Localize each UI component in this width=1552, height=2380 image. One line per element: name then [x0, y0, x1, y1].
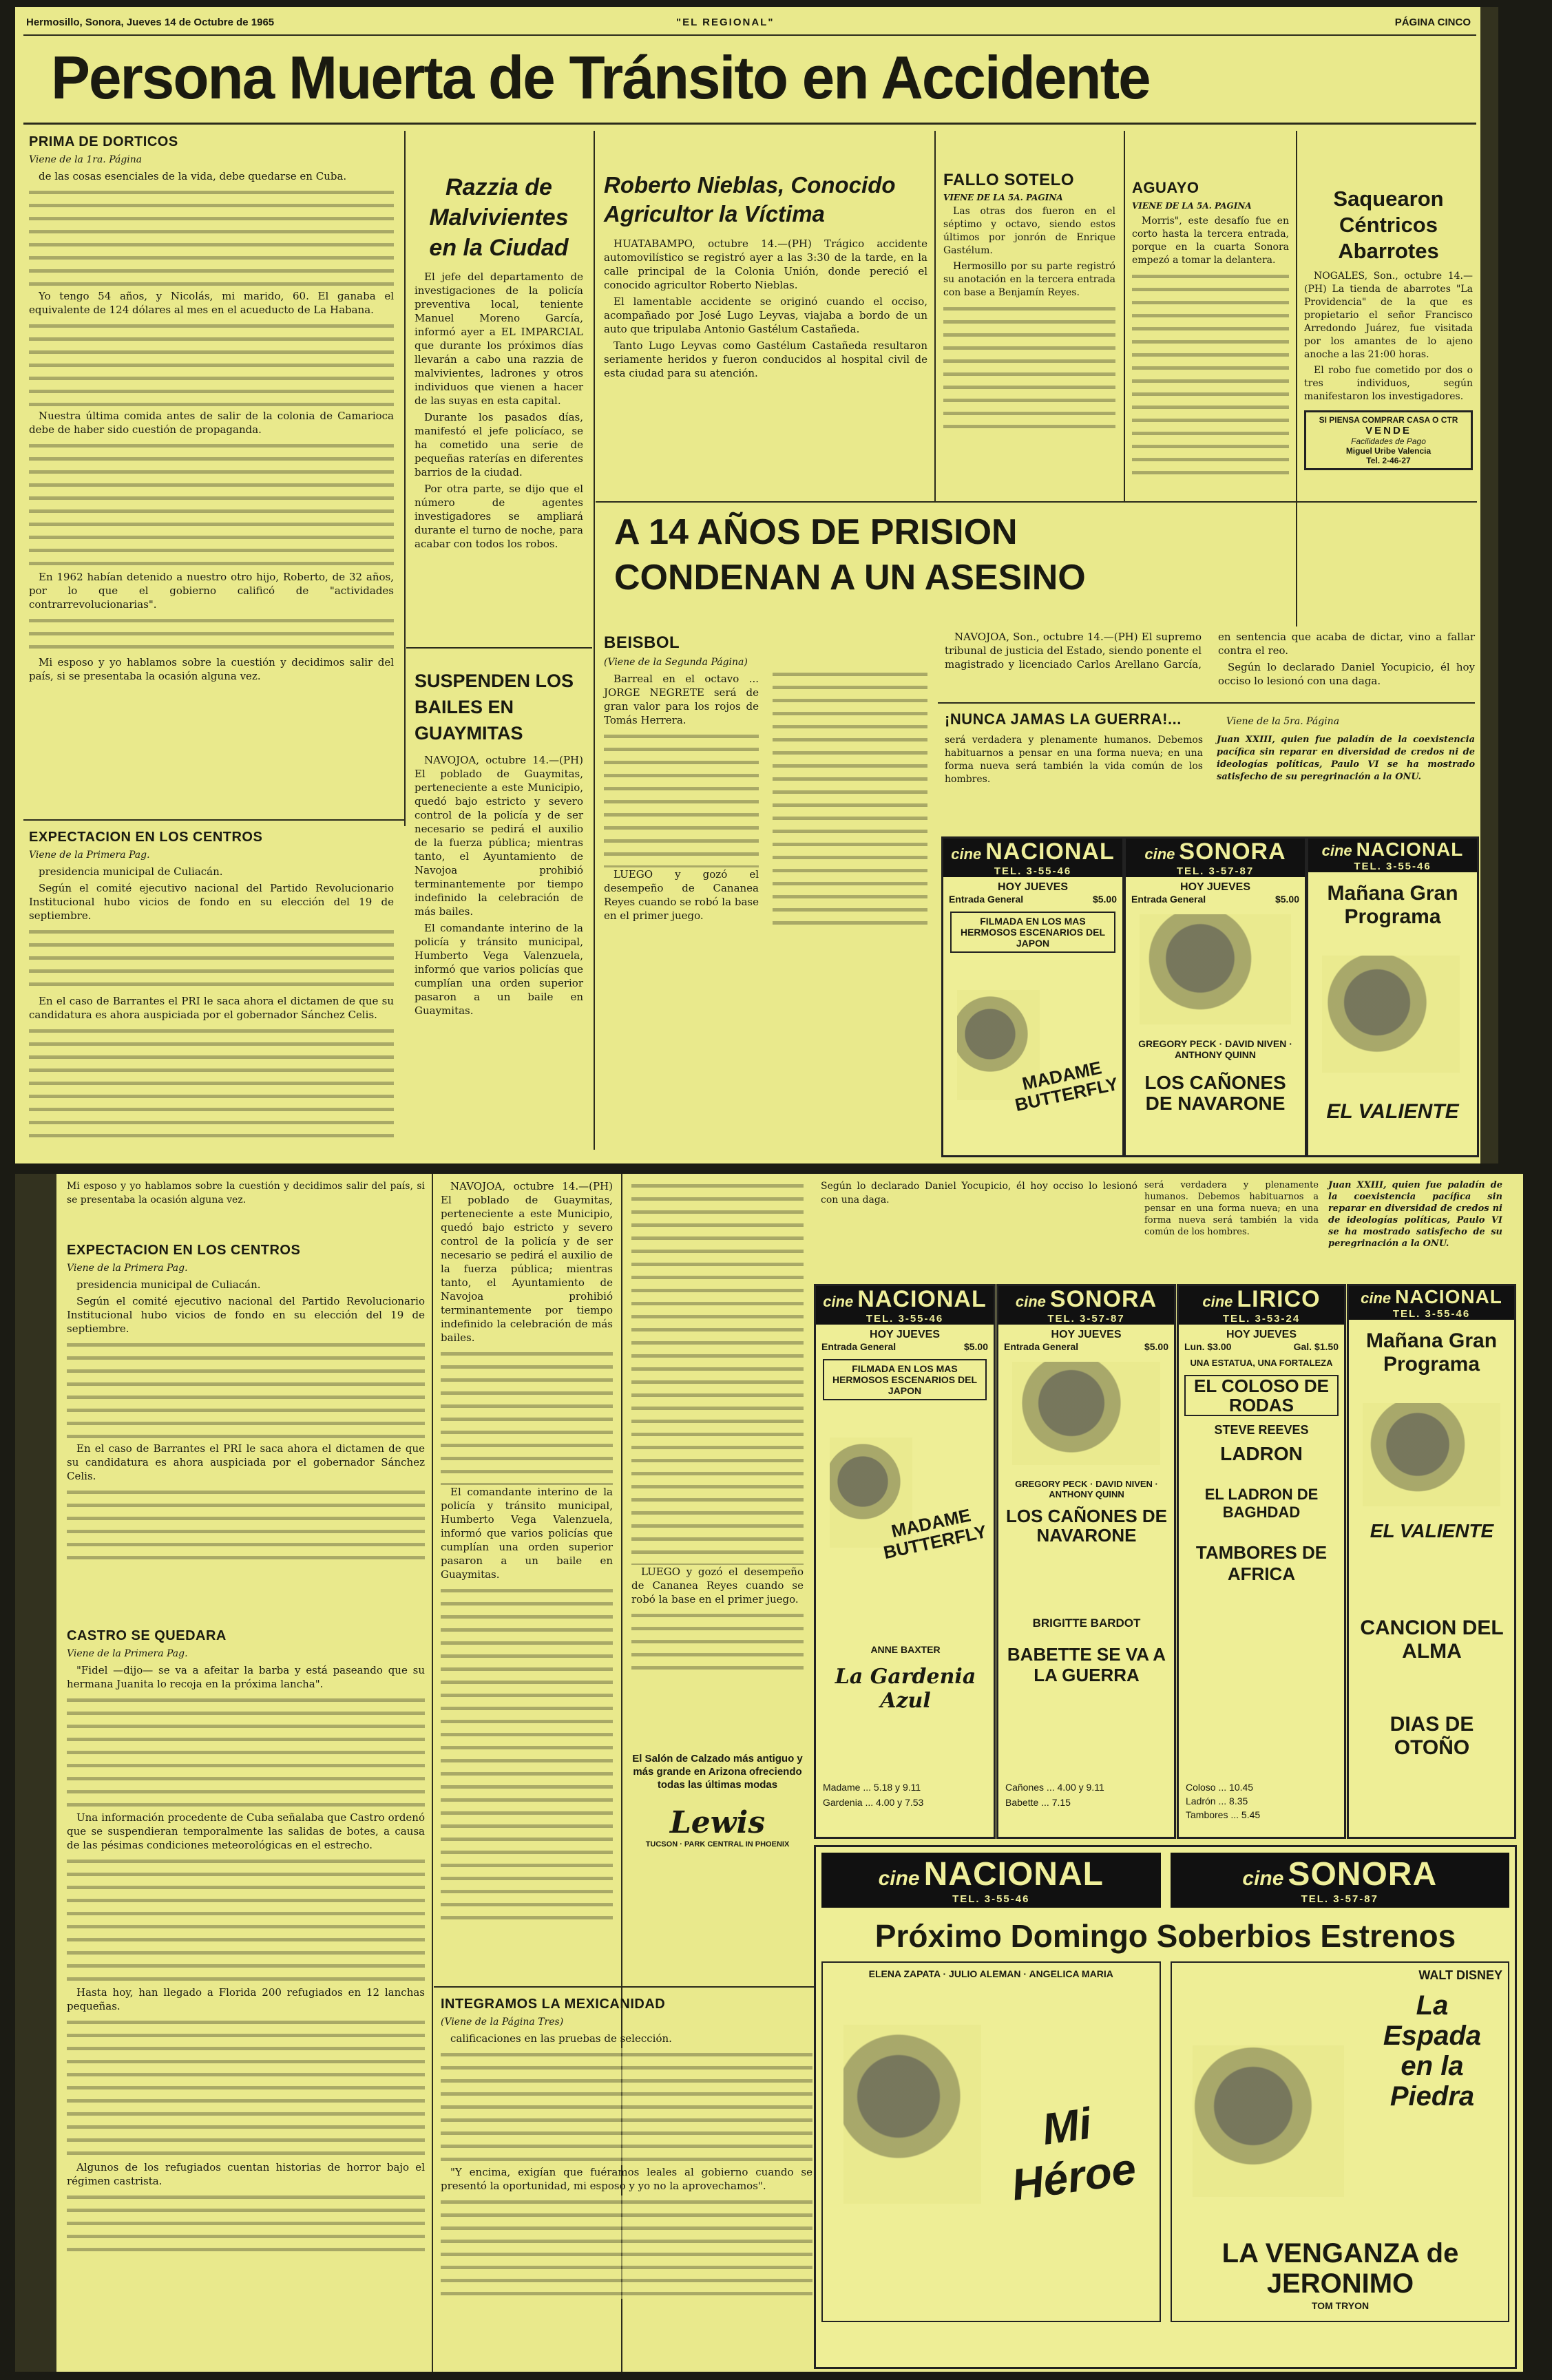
poster-espada	[1171, 1961, 1510, 2322]
page-edge	[15, 1174, 56, 2372]
film-title: DIAS DE OTOÑO	[1390, 1713, 1474, 1759]
continuation-note: Viene de la Primera Pag.	[67, 1263, 188, 1274]
ad-proximo-estrenos: cine NACIONAL TEL. 3-55-46 cine SONORA TEL. 3-57-87 Próximo Domingo Soberbios Estrenos ELENA ZAPATA · JULIO ALEMAN · ANGELICA MARIA Mi Héroe WALT DISNEY La Espada en la Piedra LA VENGANZA de JERONIMO TOM TRYON	[814, 1845, 1517, 2369]
illegible-text	[631, 1609, 804, 1671]
illegible-text	[67, 1338, 425, 1442]
article-title: AGUAYO	[1132, 179, 1199, 196]
article-castro	[67, 1628, 425, 2253]
film-stars: GREGORY PECK · DAVID NIVEN · ANTHONY QUINN	[1138, 1038, 1292, 1060]
price-label: Entrada General	[1131, 894, 1206, 905]
continuation-note: Viene de la 5ra. Página	[1226, 716, 1340, 727]
illegible-text	[1132, 270, 1289, 476]
column-rule	[1124, 131, 1125, 503]
film-title: CANCION DEL ALMA	[1360, 1616, 1504, 1663]
phone: TEL. 3-55-46	[994, 865, 1072, 877]
price: $5.00	[1275, 894, 1299, 905]
continuation-note: Viene de la 1ra. Página	[29, 154, 143, 165]
phone: TEL. 3-55-46	[1354, 861, 1432, 872]
article-sotelo	[943, 171, 1115, 433]
ad-text: VENDE	[1365, 425, 1412, 436]
masthead: "EL REGIONAL"	[676, 17, 775, 28]
film-title: EL COLOSO DE RODAS	[1184, 1375, 1339, 1416]
continuation-note: Viene de la Primera Pag.	[29, 850, 150, 861]
cinema-name: SONORA	[1288, 1856, 1438, 1893]
paragraph: NAVOJOA, octubre 14.—(PH) El poblado de Guaymitas, perteneciente a este Municipio, quedó bajo estricto y severo control de la policía y de ser necesario se pedirá el auxilio de la fuerza pública; mientras tanto, el Ayuntamiento de Navojoa prohibió terminantemente por tiempo indefinido la celebración de más bailes.	[441, 1180, 613, 1344]
continuation-note: Viene de la Primera Pag.	[67, 1648, 188, 1659]
price: $5.00	[1092, 894, 1117, 905]
poster-image	[1012, 1362, 1160, 1465]
column-rule	[1296, 131, 1297, 626]
price-label: Entrada General	[821, 1341, 896, 1352]
paragraph: Nuestra última comida antes de salir de la colonia de Camarioca debe de haber sido cuestión de propaganda.	[29, 410, 394, 436]
illegible-text	[29, 614, 394, 655]
film-title: EL LADRON DE BAGHDAD	[1204, 1486, 1319, 1521]
paragraph: Según el comité ejecutivo nacional del Partido Revolucionario Institucional hubo vicios de fondo en su elección del 19 de septiembre.	[67, 1295, 425, 1335]
film-stars: GREGORY PECK · DAVID NIVEN · ANTHONY QUINN	[1015, 1479, 1158, 1499]
paragraph: Barreal en el octavo ... JORGE NEGRETE será de gran valor para los rojos de Tomás Herrera.	[604, 673, 759, 726]
illegible-text	[29, 439, 394, 570]
paragraph: Según lo declarado Daniel Yocupicio, él hoy occiso lo lesionó con una daga.	[821, 1181, 1137, 1205]
film-star: ANNE BAXTER	[870, 1644, 941, 1655]
column-rule	[594, 131, 595, 1150]
article-title: SUSPENDEN LOS BAILES EN GUAYMITAS	[415, 671, 574, 744]
phone: TEL. 3-57-87	[1047, 1313, 1125, 1325]
tagline: FILMADA EN LOS MAS HERMOSOS ESCENARIOS DEL JAPON	[950, 912, 1115, 953]
paragraph: será verdadera y plenamente humanos. Debemos habituarnos a pensar en una forma nueva; en una forma nueva será también la vida común de los hombres.	[945, 735, 1203, 785]
paragraph: Las otras dos fueron en el séptimo y octavo, siendo estos últimos por jonrón de Enrique Gastélum.	[943, 206, 1115, 256]
ad-cine-lirico: cine LIRICO TEL. 3-53-24 HOY JUEVES Lun. $3.00 Gal. $1.50 UNA ESTATUA, UNA FORTALEZA EL COLOSO DE RODAS STEVE REEVES LADRON EL LADRON DE BAGHDAD TAMBORES DE AFRICA Coloso ... 10.45 Ladrón ... 8.35 Tambores ... 5.45	[1177, 1284, 1346, 1839]
page-number: PÁGINA CINCO	[1394, 17, 1471, 28]
showtimes: Coloso ... 10.45	[1186, 1782, 1254, 1793]
illegible-text	[441, 2195, 812, 2299]
column-rule	[934, 131, 936, 503]
illegible-text	[67, 1694, 425, 1811]
article-expectacion	[29, 830, 394, 1141]
phone: TEL. 3-55-46	[952, 1893, 1030, 1905]
price-label: Entrada General	[1004, 1341, 1079, 1352]
paragraph: presidencia municipal de Culiacán.	[39, 865, 223, 878]
paragraph: El lamentable accidente se originó cuando el occiso, acompañado por José Lugo Leyvas, viajaba a bordo de un auto que tripulaba Antonio Gastélum Castañeda.	[604, 295, 927, 335]
paragraph: NAVOJOA, octubre 14.—(PH) El poblado de Guaymitas, perteneciente a este Municipio, quedó bajo estricto y severo control de la policía y de ser necesario se pedirá el auxilio de la fuerza pública; mientras tanto, el Ayuntamiento de Navojoa prohibió terminantemente por tiempo indefinido la celebración de más bailes.	[415, 754, 583, 918]
film-title: LOS CAÑONES DE NAVARONE	[1144, 1072, 1286, 1114]
illegible-text	[67, 2191, 425, 2253]
price: Gal. $1.50	[1293, 1341, 1339, 1352]
phone: TEL. 3-53-24	[1222, 1313, 1301, 1325]
film-title: TAMBORES DE AFRICA	[1195, 1542, 1328, 1584]
tagline: FILMADA EN LOS MAS HERMOSOS ESCENARIOS DEL JAPON	[823, 1359, 987, 1400]
paragraph: Tanto Lugo Leyvas como Gastélum Castañeda resultaron seriamente heridos y fueron conducidos al hospital civil de esta ciudad para su atención.	[604, 339, 927, 379]
promo-heading: Programa	[1383, 1353, 1480, 1376]
ad-text: SI PIENSA COMPRAR CASA O CTR	[1319, 415, 1458, 425]
illegible-text	[631, 1179, 804, 1565]
price-label: Entrada General	[949, 894, 1024, 905]
phone: TEL. 3-57-87	[1301, 1893, 1378, 1905]
article-dorticos-end	[67, 1179, 425, 1207]
showtime-day: HOY JUEVES	[998, 881, 1068, 893]
poster-image	[1193, 2045, 1344, 2197]
phone: TEL. 3-55-46	[866, 1313, 944, 1325]
poster-image	[1322, 956, 1460, 1073]
phone: TEL. 3-57-87	[1176, 865, 1255, 877]
paragraph: El robo fue cometido por dos o tres individuos, según manifestaron los investigadores.	[1304, 365, 1473, 402]
article-beisbol	[604, 633, 927, 929]
paragraph: Juan XXIII, quien fue paladín de la coexistencia pacífica sin reparar en diversidad de credos ni de ideologías políticas, Paulo VI se ha mostrado satisfecho de su peregrinación a la ONU.	[1217, 735, 1475, 782]
paragraph: LUEGO y gozó el desempeño de Cananea Reyes cuando se robó la base en el primer juego.	[631, 1566, 804, 1605]
divider	[938, 702, 1475, 704]
article-nunca-jamas	[945, 710, 1475, 786]
poster-image	[1140, 914, 1291, 1024]
ad-cine-sonora-b: cine SONORA TEL. 3-57-87 HOY JUEVES Entrada General $5.00 GREGORY PECK · DAVID NIVEN · ANTHONY QUINN LOS CAÑONES DE NAVARONE BRIGITTE BARDOT BABETTE SE VA A LA GUERRA Cañones ... 4.00 y 9.11 Babette ... 7.15	[996, 1284, 1176, 1839]
phone: TEL. 3-55-46	[1392, 1308, 1471, 1320]
article-saquearon	[1304, 186, 1473, 470]
dateline: Hermosillo, Sonora, Jueves 14 de Octubre de 1965	[26, 17, 275, 28]
article-prision	[945, 630, 1475, 688]
film-star: STEVE REEVES	[1214, 1423, 1309, 1437]
film-title: EL VALIENTE	[1326, 1100, 1459, 1123]
ad-cine-nacional: cine NACIONAL TEL. 3-55-46 HOY JUEVES Entrada General $5.00 FILMADA EN LOS MAS HERMOSOS ESCENARIOS DEL JAPON MADAME BUTTERFLY	[941, 836, 1124, 1157]
paragraph: Algunos de los refugiados cuentan historias de horror bajo el régimen castrista.	[67, 2161, 425, 2187]
showtime-day: HOY JUEVES	[870, 1329, 940, 1340]
film-star: BRIGITTE BARDOT	[1032, 1616, 1141, 1630]
ad-text: Facilidades de Pago	[1351, 436, 1426, 446]
film-title: LADRON	[1220, 1443, 1303, 1464]
illegible-text	[441, 2048, 812, 2165]
film-title: BABETTE SE VA A LA GUERRA	[1007, 1644, 1166, 1685]
showtimes: Tambores ... 5.45	[1186, 1809, 1261, 1820]
article-title: Saquearon Céntricos Abarrotes	[1333, 187, 1444, 263]
real-estate-ad	[1304, 410, 1473, 470]
illegible-text	[604, 730, 759, 867]
main-headline: Persona Muerta de Tránsito en Accidente	[51, 43, 1150, 112]
paragraph: Según lo declarado Daniel Yocupicio, él hoy occiso lo lesionó con una daga.	[1218, 661, 1475, 687]
article-title: PRIMA DE DORTICOS	[29, 134, 178, 149]
paragraph: calificaciones en las pruebas de selección.	[450, 2032, 672, 2045]
promo-heading: Mañana Gran	[1365, 1329, 1498, 1352]
article-nunca-cont	[1144, 1179, 1502, 1250]
prision-headline-1: A 14 AÑOS DE PRISION	[614, 512, 1018, 552]
paragraph: Morris", este desafío fue en corto hasta la tercera entrada, porque en la cuarta Sonora empezó a tomar la delantera.	[1132, 215, 1289, 266]
paragraph: Una información procedente de Cuba señalaba que Castro ordenó que se suspendieran temporalmente las salidas de botes, a causa de las pésimas condiciones meteorológicas en el estrecho.	[67, 1811, 425, 1851]
film-title: MADAME BUTTERFLY	[1013, 1057, 1120, 1115]
paragraph: "Y encima, exigían que fuéramos leales al gobierno cuando se presentó la oportunidad, mi esposo y yo no la aprovechamos".	[441, 2166, 812, 2192]
divider	[596, 501, 1477, 503]
illegible-text	[441, 1347, 613, 1485]
newspaper-page-bottom	[15, 1174, 1523, 2372]
divider	[434, 1986, 814, 1988]
article-prision-cont	[821, 1179, 1137, 1207]
continuation-note: (Viene de la Página Tres)	[441, 2016, 564, 2028]
poster-image	[843, 2025, 981, 2204]
divider	[23, 34, 1476, 36]
price-label: Lun. $3.00	[1184, 1341, 1232, 1352]
paragraph: NAVOJOA, Son., octubre 14.—(PH) El supremo tribunal de justicia del Estado, siendo ponente el magistrado y licenciado Carlos Arellano García, en sentencia que acaba de dictar, vino a fallar contra el reo.	[945, 631, 1475, 671]
promo-heading: Programa	[1344, 905, 1441, 928]
price: $5.00	[1144, 1341, 1168, 1352]
ad-logo: Lewis	[669, 1805, 766, 1840]
paragraph: En el caso de Barrantes el PRI le saca ahora el dictamen de que su candidatura es ahora auspiciada por el gobernador Sánchez Celis.	[29, 995, 394, 1021]
paragraph: Juan XXIII, quien fue paladín de la coexistencia pacífica sin reparar en diversidad de credos ni de ideologías políticas, Paulo VI se ha mostrado satisfecho de su peregrinación a la ONU.	[1328, 1180, 1502, 1249]
column-rule	[404, 131, 406, 826]
paragraph: En el caso de Barrantes el PRI le saca ahora el dictamen de que su candidatura es ahora auspiciada por el gobernador Sánchez Celis.	[67, 1442, 425, 1482]
paragraph: Según el comité ejecutivo nacional del Partido Revolucionario Institucional hubo vicios de fondo en su elección del 19 de septiembre.	[29, 882, 394, 922]
film-title: MADAME BUTTERFLY	[881, 1504, 989, 1563]
divider	[23, 819, 404, 821]
illegible-text	[67, 2016, 425, 2160]
illegible-text	[67, 1486, 425, 1568]
paragraph: presidencia municipal de Culiacán.	[76, 1278, 261, 1291]
showtimes: Madame ... 5.18 y 9.11	[823, 1782, 921, 1793]
illegible-text	[67, 1855, 425, 1986]
film-title: LA VENGANZA de JERONIMO	[1221, 2238, 1459, 2299]
paragraph: HUATABAMPO, octubre 14.—(PH) Trágico accidente automovilístico se registró ayer a las 3:30 de la tarde, en la calle principal de la Colonia Unión, donde pereció el conocido agricultor Roberto Nieblas.	[604, 238, 927, 291]
paragraph: El comandante interino de la policía y tránsito municipal, Humberto Vega Valenzuela, informó que varios policías que cumplían una orden superior pasaron a un baile en Guaymitas.	[415, 922, 583, 1017]
paragraph: Mi esposo y yo hablamos sobre la cuestión y decidimos salir del país, si se presentaba la ocasión alguna vez.	[67, 1181, 425, 1205]
paragraph: NOGALES, Son., octubre 14.—(PH) La tienda de abarrotes "La Providencia" de la que es propietario el señor Francisco Arredondo Juárez, fue visitada por los amantes de lo ajeno anoche a las 21:00 horas.	[1304, 271, 1473, 360]
ad-cine-sonora: cine SONORA TEL. 3-57-87 HOY JUEVES Entrada General $5.00 GREGORY PECK · DAVID NIVEN · ANTHONY QUINN LOS CAÑONES DE NAVARONE	[1124, 836, 1307, 1157]
article-bailes	[415, 668, 583, 1020]
article-mexicanidad	[441, 1997, 812, 2299]
article-title: FALLO SOTELO	[943, 171, 1074, 189]
promo-heading: Mañana Gran	[1327, 882, 1458, 905]
continuation-note: VIENE DE LA 5A. PAGINA	[1132, 201, 1252, 211]
divider	[406, 647, 592, 649]
illegible-text	[29, 1024, 394, 1141]
tagline: UNA ESTATUA, UNA FORTALEZA	[1190, 1358, 1333, 1368]
article-beisbol-cont	[631, 1179, 804, 1671]
illegible-text	[29, 186, 394, 289]
illegible-text	[943, 302, 1115, 433]
article-expectacion-2	[67, 1243, 425, 1568]
paragraph: de las cosas esenciales de la vida, debe quedarse en Cuba.	[39, 170, 347, 182]
newspaper-page-top	[15, 7, 1498, 1163]
continuation-note: VIENE DE LA 5A. PAGINA	[943, 193, 1063, 202]
film-studio: WALT DISNEY	[1418, 1968, 1502, 1982]
film-title: LOS CAÑONES DE NAVARONE	[1005, 1506, 1168, 1546]
film-title: EL VALIENTE	[1370, 1520, 1494, 1541]
paragraph: Durante los pasados días, manifestó el jefe policíaco, se ha cometido una serie de pequeñas raterías en diferentes barrios de la ciudad.	[415, 411, 583, 478]
paragraph: LUEGO y gozó el desempeño de Cananea Reyes cuando se robó la base en el primer juego.	[604, 868, 759, 922]
paragraph: Yo tengo 54 años, y Nicolás, mi marido, 60. El ganaba el equivalente de 124 dólares al mes en el acueducto de La Habana.	[29, 290, 394, 316]
illegible-text	[29, 925, 394, 994]
ad-address: TUCSON · PARK CENTRAL IN PHOENIX	[645, 1840, 790, 1849]
article-title: Razzia de Malvivientes en la Ciudad	[429, 174, 569, 261]
showtimes: Babette ... 7.15	[1005, 1797, 1071, 1808]
film-star: TOM TRYON	[1311, 2300, 1370, 2311]
column-rule	[432, 1174, 433, 2372]
film-title: Mi Héroe	[1008, 2098, 1140, 2210]
article-title: BEISBOL	[604, 633, 680, 652]
showtime-day: HOY JUEVES	[1226, 1329, 1297, 1340]
article-title: EXPECTACION EN LOS CENTROS	[29, 830, 263, 845]
film-cast: ELENA ZAPATA · JULIO ALEMAN · ANGELICA MARIA	[868, 1968, 1113, 1979]
paragraph: En 1962 habían detenido a nuestro otro hijo, Roberto, de 32 años, por lo que el gobierno calificó de "actividades contrarrevolucionarias".	[29, 571, 394, 611]
ad-tagline: El Salón de Calzado más antiguo y más grande en Arizona ofreciendo todas las últimas modas	[632, 1753, 803, 1791]
paragraph: Mi esposo y yo hablamos sobre la cuestión y decidimos salir del país, si se presentaba la ocasión alguna vez.	[29, 656, 394, 682]
paragraph: será verdadera y plenamente humanos. Debemos habituarnos a pensar en una forma nueva; en una forma nueva será también la vida común de los hombres.	[1144, 1180, 1319, 1237]
film-title: La Gardenia Azul	[835, 1665, 976, 1713]
paragraph: "Fidel —dijo— se va a afeitar la barba y está paseando que su hermana Juanita lo recoja en la próxima lancha".	[67, 1664, 425, 1690]
article-bailes-cont	[441, 1179, 613, 1928]
article-title: ¡NUNCA JAMAS LA GUERRA!...	[945, 710, 1182, 728]
article-razzia	[415, 172, 583, 554]
ad-text: Miguel Uribe Valencia	[1345, 446, 1432, 456]
article-nieblas	[604, 171, 927, 383]
paragraph: Hasta hoy, han llegado a Florida 200 refugiados en 12 lanchas pequeñas.	[67, 1986, 425, 2012]
ad-cine-nacional-b: cine NACIONAL TEL. 3-55-46 HOY JUEVES Entrada General $5.00 FILMADA EN LOS MAS HERMOSOS ESCENARIOS DEL JAPON MADAME BUTTERFLY ANNE BAXTER La Gardenia Azul Madame ... 5.18 y 9.11 Gardenia ... 4.00 y 7.53	[814, 1284, 996, 1839]
ad-phone: Tel. 2-46-27	[1366, 456, 1411, 465]
article-title: EXPECTACION EN LOS CENTROS	[67, 1243, 301, 1258]
poster-image	[1363, 1403, 1500, 1506]
prision-headline-2: CONDENAN A UN ASESINO	[614, 558, 1086, 598]
showtimes: Gardenia ... 4.00 y 7.53	[823, 1797, 924, 1808]
paragraph: Por otra parte, se dijo que el número de agentes investigadores se ampliará durante el turno de noche, para acabar con todos los robos.	[415, 483, 583, 550]
article-aguayo	[1132, 179, 1289, 476]
article-title: Roberto Nieblas, Conocido Agricultor la Víctima	[604, 172, 896, 227]
film-title: La Espada en la Piedra	[1383, 1990, 1482, 2112]
showtime-day: HOY JUEVES	[1051, 1329, 1122, 1340]
paragraph: El comandante interino de la policía y tránsito municipal, Humberto Vega Valenzuela, informó que varios policías que cumplían una orden superior pasaron a un baile en Guaymitas.	[441, 1486, 613, 1581]
ad-lewis	[631, 1752, 804, 1849]
illegible-text	[29, 319, 394, 409]
ad-cine-nacional-manana: cine NACIONAL TEL. 3-55-46 Mañana Gran Programa EL VALIENTE	[1306, 836, 1479, 1157]
showtimes: Cañones ... 4.00 y 9.11	[1005, 1782, 1104, 1793]
article-title: INTEGRAMOS LA MEXICANIDAD	[441, 1997, 666, 2012]
illegible-text	[441, 1584, 613, 1928]
paragraph: El jefe del departamento de investigaciones de la policía preventiva local, teniente Manuel Moreno García, informó ayer a EL IMPARCIAL que durante los próximos días llevarán a cabo una razzia de malvivientes, ladrones y otros individuos que vienen a hacer de las suyas en esta capital.	[415, 271, 583, 407]
price: $5.00	[963, 1341, 988, 1352]
paragraph: Hermosillo por su parte registró su anotación en la tercera entrada con base a Benjamín Reyes.	[943, 261, 1115, 298]
promo-heading: Próximo Domingo Soberbios Estrenos	[874, 1918, 1456, 1954]
divider	[23, 123, 1476, 125]
showtimes: Ladrón ... 8.35	[1186, 1795, 1248, 1807]
continuation-note: (Viene de la Segunda Página)	[604, 657, 748, 668]
article-title: CASTRO SE QUEDARA	[67, 1628, 227, 1643]
cinema-name: NACIONAL	[923, 1856, 1104, 1893]
article-dorticos	[29, 134, 394, 686]
page-edge	[1480, 7, 1498, 1163]
poster-mi-heroe	[821, 1961, 1161, 2322]
showtime-day: HOY JUEVES	[1180, 881, 1250, 893]
ad-cine-nacional-manana-b: cine NACIONAL TEL. 3-55-46 Mañana Gran Programa EL VALIENTE CANCION DEL ALMA DIAS DE OTOÑO	[1347, 1284, 1516, 1839]
